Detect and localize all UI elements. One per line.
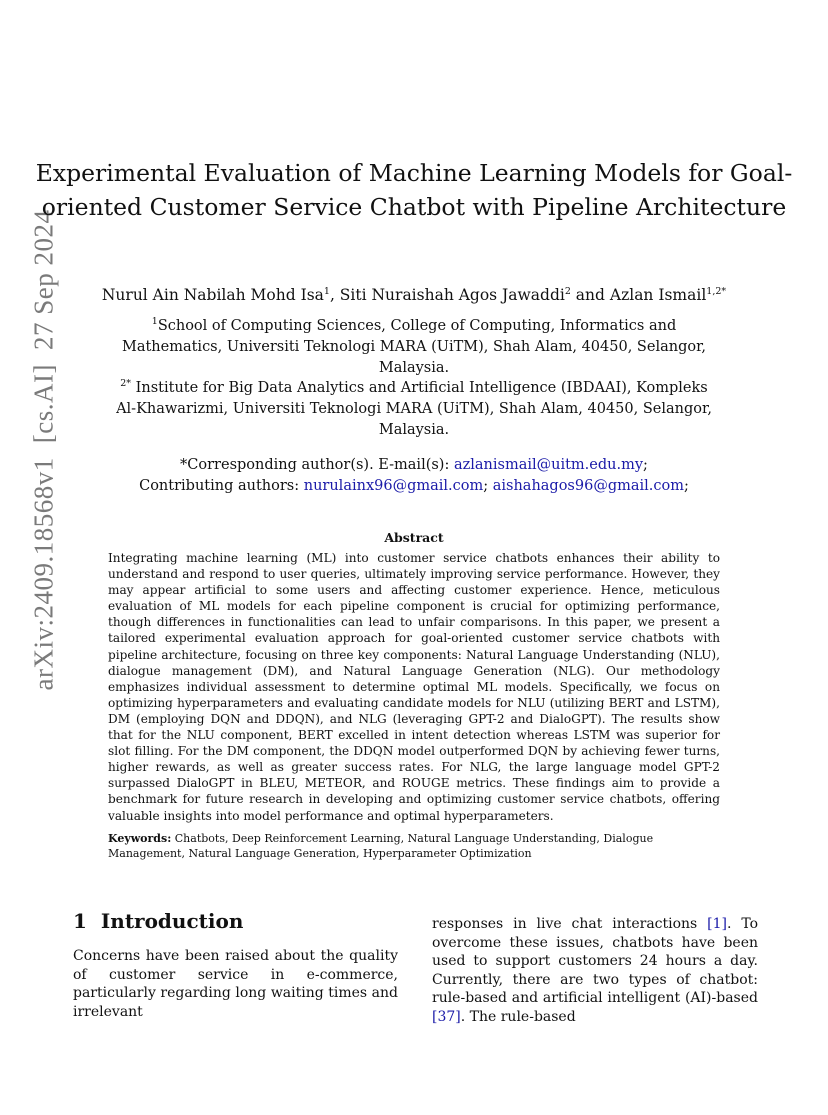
arxiv-category: [cs.AI] bbox=[28, 364, 59, 444]
section-heading-introduction bbox=[73, 909, 243, 933]
arxiv-id: arXiv:2409.18568v1 bbox=[28, 457, 59, 691]
section-number: 1 bbox=[73, 909, 87, 933]
citation-link[interactable]: [1] bbox=[707, 916, 727, 932]
affiliation-2 bbox=[112, 378, 716, 440]
section-title: Introduction bbox=[100, 909, 244, 933]
contributing-email-link[interactable]: nurulainx96@gmail.com bbox=[303, 477, 484, 494]
arxiv-identifier-stamp bbox=[29, 210, 60, 691]
corresponding-label: *Corresponding author(s). E-mail(s): bbox=[180, 457, 454, 473]
affiliation-mark: 2* bbox=[120, 378, 132, 390]
corresponding-author-line bbox=[0, 455, 828, 476]
affiliation-1 bbox=[112, 316, 716, 378]
intro-left-column: Concerns have been raised about the quality of customer service in e-commerce, particularly regarding long waiting times and irrelevant bbox=[73, 948, 398, 1020]
punctuation: ; bbox=[643, 457, 648, 473]
keywords-label: Keywords: bbox=[108, 832, 172, 845]
author-separator: and bbox=[570, 286, 610, 304]
author-separator: , bbox=[329, 286, 340, 304]
author-name: Siti Nuraishah Agos Jawaddi bbox=[339, 286, 565, 304]
punctuation: ; bbox=[483, 477, 493, 494]
author-affiliation-mark: 1,2* bbox=[706, 285, 727, 297]
author-name: Azlan Ismail bbox=[609, 286, 707, 304]
affiliations bbox=[112, 316, 716, 441]
keywords bbox=[108, 832, 720, 862]
contributing-email-link[interactable]: aishahagos96@gmail.com bbox=[492, 477, 684, 494]
keywords-text: Chatbots, Deep Reinforcement Learning, Natural Language Understanding, Dialogue Management, Natural Language Generation, Hyperparameter Optimization bbox=[108, 832, 654, 860]
body-text: . The rule-based bbox=[460, 1008, 576, 1025]
arxiv-date: 27 Sep 2024 bbox=[28, 209, 59, 351]
author-name: Nurul Ain Nabilah Mohd Isa bbox=[101, 286, 324, 304]
affiliation-text: School of Computing Sciences, College of Computing, Informatics and Mathematics, Universiti Teknologi MARA (UiTM), Shah Alam, 40450, Selangor, Malaysia. bbox=[121, 318, 707, 376]
abstract-body: Integrating machine learning (ML) into customer service chatbots enhances their ability to understand and respond to user queries, ultimately improving service performance. However, they may appear artificial to some users and affecting customer experience. Hence, meticulous evaluation of ML models for each pipeline component is crucial for optimizing performance, though differences in functionalities can lead to unfair comparisons. In this paper, we present a tailored experimental evaluation approach for goal-oriented customer service chatbots with pipeline architecture, focusing on three key components: Natural Language Understanding (NLU), dialogue management (DM), and Natural Language Generation (NLG). Our methodology emphasizes individual assessment to determine optimal ML models. Specifically, we focus on optimizing hyperparameters and evaluating candidate models for NLU (utilizing BERT and LSTM), DM (employing DQN and DDQN), and NLG (leveraging GPT-2 and DialoGPT). The results show that for the NLU component, BERT excelled in intent detection whereas LSTM was superior for slot filling. For the DM component, the DDQN model outperformed DQN by achieving fewer turns, higher rewards, as well as greater success rates. For NLG, the large language model GPT-2 surpassed DialoGPT in BLEU, METEOR, and ROUGE metrics. These findings aim to provide a benchmark for future research in developing and optimizing customer service chatbots, offering valuable insights into model performance and optimal hyperparameters. bbox=[108, 551, 720, 823]
corresponding-email-link[interactable]: azlanismail@uitm.edu.my bbox=[453, 457, 644, 473]
body-text: responses in live chat interactions bbox=[432, 916, 708, 932]
contributing-label: Contributing authors: bbox=[139, 477, 304, 494]
body-text: . To overcome these issues, chatbots have been used to support customers 24 hours a day. Currently, there are two types of chatbot: rule-based and artificial intelligent (AI)-based bbox=[432, 916, 758, 1006]
affiliation-text: Institute for Big Data Analytics and Artificial Intelligence (IBDAAI), Kompleks Al-Khawarizmi, Universiti Teknologi MARA (UiTM), Shah Alam, 40450, Selangor, Malaysia. bbox=[116, 380, 712, 438]
author-affiliation-mark: 2 bbox=[564, 285, 571, 297]
citation-link[interactable]: [37] bbox=[432, 1008, 461, 1025]
punctuation: ; bbox=[684, 477, 689, 494]
affiliation-mark: 1 bbox=[151, 316, 158, 328]
author-affiliation-mark: 1 bbox=[323, 285, 330, 297]
author-list bbox=[0, 284, 828, 306]
abstract-heading: Abstract bbox=[384, 530, 444, 545]
contact-info bbox=[0, 455, 828, 496]
intro-right-column bbox=[432, 915, 758, 1026]
paper-title: Experimental Evaluation of Machine Learning Models for Goal-oriented Customer Service Chatbot with Pipeline Architecture bbox=[35, 159, 793, 221]
contributing-authors-line bbox=[0, 476, 828, 497]
